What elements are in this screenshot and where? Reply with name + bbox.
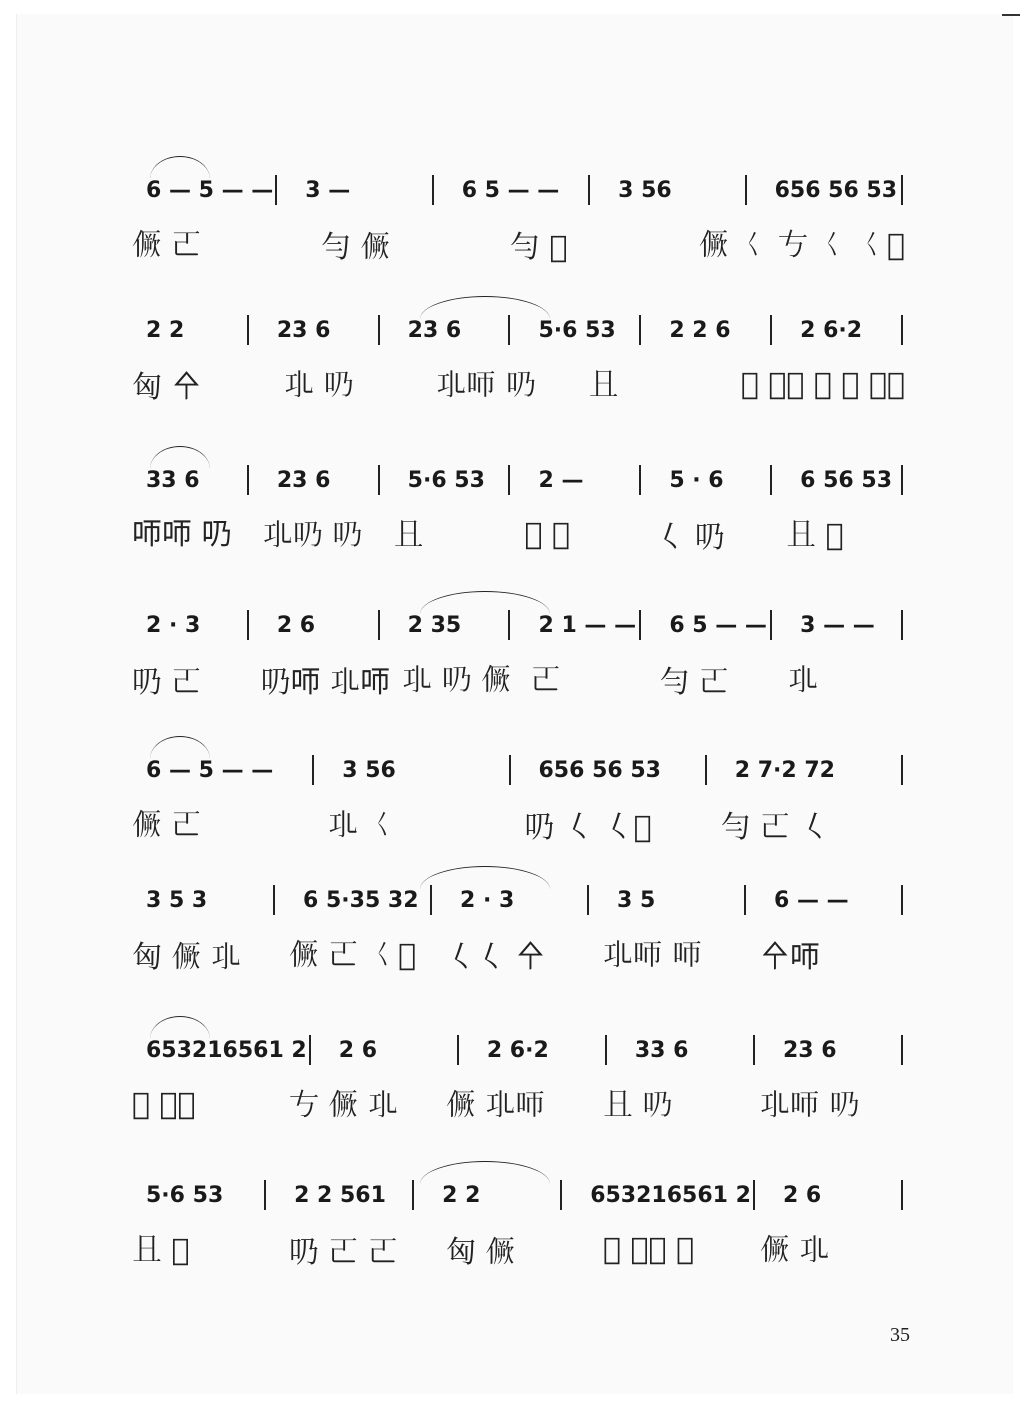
barline — [605, 1035, 607, 1065]
notation-line — [120, 170, 905, 210]
barline — [457, 1035, 459, 1065]
tablature-glyph: 𠀇 — [393, 518, 424, 553]
barline — [588, 175, 590, 205]
measure: 23 6 — [407, 317, 462, 343]
measure: 6 5·35 32 — [303, 887, 419, 913]
tablature-glyph: 𠀇 𠯬 — [786, 518, 844, 553]
measure: 2 6 — [276, 612, 316, 638]
measure: 5·6 53 — [538, 317, 616, 343]
barline — [247, 315, 249, 345]
barline — [639, 315, 641, 345]
measure: 2 — — [538, 467, 584, 493]
tablature-glyph: 𢀗𠯗 𠮨 — [436, 368, 536, 403]
tablature-glyph: 𠯗𠯗 𠮨 — [132, 517, 232, 552]
tablature-glyph: 匈 𠎮 𢀗 — [132, 940, 242, 975]
notation-line — [120, 460, 905, 500]
barline — [770, 315, 772, 345]
barline — [273, 885, 275, 915]
tablature-glyph: 勻 𠀀 — [659, 665, 730, 700]
tablature-glyph: 𢀗𠯗 𠯗 — [603, 938, 703, 973]
barline — [901, 1035, 903, 1065]
tablature-glyph: 𢀗 𠮨 — [284, 368, 354, 403]
barline — [378, 315, 380, 345]
barline — [378, 465, 380, 495]
measure: 23 6 — [782, 1037, 837, 1063]
measure: 656 56 53 — [774, 177, 898, 203]
measure: 5·6 53 — [407, 467, 485, 493]
measure: 23 6 — [276, 317, 331, 343]
tablature-glyph: 勻 𪟕 — [509, 230, 568, 265]
tablature-glyph: 𡿨𡿨 㐃 — [446, 940, 546, 975]
tablature-glyph: 𠎮 𠀀 — [132, 808, 202, 843]
measure: 2 2 — [146, 317, 185, 343]
barline — [247, 610, 249, 640]
tablature-glyph: 𠀉 𠀀𠀀 — [132, 1086, 196, 1122]
measure: 6 — 5 — — — [146, 757, 274, 783]
measure: 656 56 53 — [538, 757, 661, 783]
tablature-glyph: 𠮨𠯗 𢀗𠯗 — [260, 665, 391, 700]
measure: 2 2 — [442, 1182, 481, 1208]
tablature-line — [120, 930, 905, 978]
measure: 2 6 — [782, 1182, 822, 1208]
barline — [744, 885, 746, 915]
measure: 6 5 — — — [461, 177, 560, 203]
barline — [901, 885, 903, 915]
tablature-line — [120, 1225, 905, 1273]
barline — [430, 885, 432, 915]
barline — [508, 465, 510, 495]
tablature-glyph: 𡿨 𠮨 — [655, 520, 725, 555]
tablature-glyph: 𠀇 — [588, 368, 619, 403]
barline — [412, 1180, 414, 1210]
barline — [639, 465, 641, 495]
barline — [753, 1035, 755, 1065]
measure: 33 6 — [634, 1037, 689, 1063]
barline — [770, 465, 772, 495]
barline — [901, 610, 903, 640]
measure: 2 · 3 — [146, 612, 201, 638]
barline — [753, 1180, 755, 1210]
measure: 3 — — [305, 177, 351, 203]
measure: 2 7·2 72 — [734, 757, 835, 783]
measure: 2 6·2 — [800, 317, 863, 343]
corner-mark — [1002, 14, 1020, 16]
tablature-glyph: 𠮨 𠀀 𠀀 — [289, 1235, 399, 1270]
page-number: 35 — [890, 1324, 910, 1346]
tablature-glyph: 𢀗 𡿨 — [328, 808, 398, 843]
measure: 2 1 — — — [538, 612, 637, 638]
measure: 5·6 53 — [146, 1182, 224, 1208]
measure: 23 6 — [276, 467, 331, 493]
measure: 3 5 — [617, 887, 656, 913]
measure: 3 56 — [342, 757, 396, 783]
tablature-glyph: 𠮨 𠀀 — [132, 665, 202, 700]
measure: 653216561 2 — [146, 1037, 307, 1063]
measure: 33 6 — [146, 467, 200, 493]
tablature-glyph: 𠀁 𠎮 𢀗 — [289, 1088, 399, 1123]
barline — [309, 1035, 311, 1065]
barline — [901, 755, 903, 785]
tablature-line — [120, 655, 905, 703]
tablature-glyph: 𢀗 — [788, 663, 819, 698]
barline — [432, 175, 434, 205]
tablature-glyph: 𠎮 𢀗 — [760, 1233, 830, 1268]
barline — [508, 315, 510, 345]
tablature-glyph: 𠎮 𡿨 𠀁 𡿨 𡿨𠯬 — [698, 228, 906, 263]
tablature-glyph: 𢀗 𠮨 𠎮 — [402, 663, 512, 698]
measure: 2 6 — [338, 1037, 378, 1063]
barline — [705, 755, 707, 785]
barline — [560, 1180, 562, 1210]
tablature-glyph: 勻 𠀀 𡿨 — [720, 810, 830, 845]
barline — [639, 610, 641, 640]
tablature-glyph: 𢀗𠯗 𠮨 — [760, 1088, 860, 1123]
measure: 6 56 53 — [800, 467, 892, 493]
tablature-glyph: 𠀇 𠯬 — [132, 1233, 190, 1268]
barline — [901, 1180, 903, 1210]
tablature-line — [120, 510, 905, 558]
tablature-line — [120, 220, 905, 268]
tablature-glyph: 𠎮 𢀗𠯗 — [446, 1088, 546, 1123]
measure: 2 2 6 — [669, 317, 731, 343]
measure: 3 — — — [800, 612, 875, 638]
tablature-glyph: 𠯬 𠮨𠮨 勻 四 𢀗𠯗 — [740, 366, 905, 402]
tablature-glyph: 匈 㐃 — [132, 370, 202, 405]
tablature-glyph: 𢀗𠮨 𠮨 — [262, 518, 363, 553]
measure: 6 — 5 — — — [146, 177, 274, 203]
barline — [275, 175, 277, 205]
barline — [770, 610, 772, 640]
tablature-line — [120, 360, 905, 408]
barline — [247, 465, 249, 495]
measure: 2 · 3 — [460, 887, 515, 913]
barline — [509, 755, 511, 785]
tablature-glyph: 𠎮 𠀀 — [132, 228, 202, 263]
measure: 6 5 — — — [669, 612, 767, 638]
barline — [901, 175, 903, 205]
measure: 3 5 3 — [146, 887, 208, 913]
barline — [508, 610, 510, 640]
measure: 2 2 561 — [294, 1182, 386, 1208]
tablature-glyph: 𠀉 𠀀𠀀 匈 — [603, 1231, 695, 1267]
measure: 653216561 2 — [590, 1182, 751, 1208]
barline — [312, 755, 314, 785]
barline — [745, 175, 747, 205]
barline — [901, 315, 903, 345]
tablature-glyph: 勻 𠎮 — [320, 230, 391, 265]
tablature-glyph: 𠮨 𡿨 𡿨𠯬 — [524, 810, 652, 845]
tablature-line — [120, 1080, 905, 1128]
barline — [587, 885, 589, 915]
tablature-glyph: 𠀇 𠮨 — [603, 1088, 673, 1123]
barline — [901, 465, 903, 495]
tablature-glyph: 𠎮 𠀀 𡿨𠯬 — [289, 938, 417, 973]
measure: 2 35 — [407, 612, 462, 638]
tablature-glyph: 匈 𠎮 — [446, 1235, 516, 1270]
tablature-line — [120, 800, 905, 848]
barline — [378, 610, 380, 640]
tablature-glyph: 𠀀 — [530, 663, 561, 698]
tablature-glyph: 㐃𠯗 — [760, 940, 820, 975]
measure: 6 — — — [774, 887, 849, 913]
measure: 2 6·2 — [486, 1037, 549, 1063]
notation-line — [120, 750, 905, 790]
notation-line — [120, 1030, 905, 1070]
tablature-glyph: 𠯬 勻 — [524, 516, 571, 552]
measure: 3 56 — [618, 177, 672, 203]
barline — [264, 1180, 266, 1210]
measure: 5 · 6 — [669, 467, 724, 493]
